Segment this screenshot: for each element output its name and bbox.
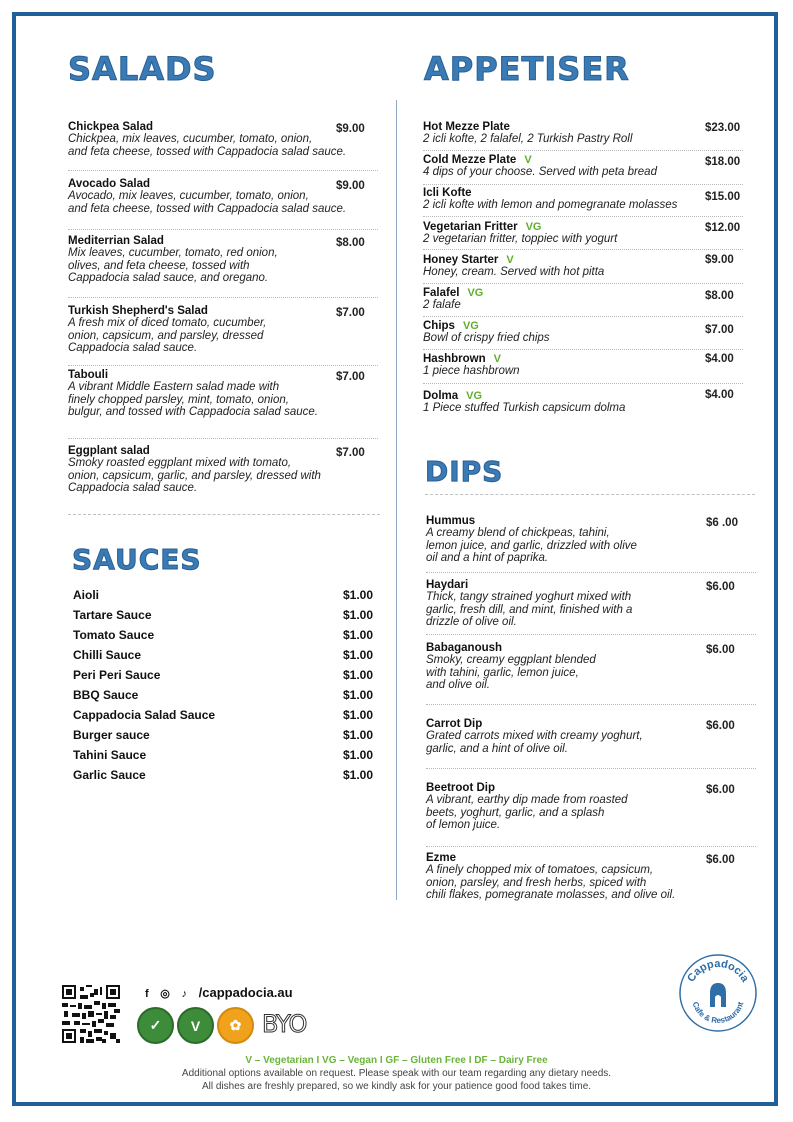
item-name-text: Dolma	[423, 390, 459, 402]
item-description: Smoky, creamy eggplant blended	[426, 654, 596, 666]
item-name-text: Carrot Dip	[426, 718, 483, 730]
separator	[426, 704, 756, 705]
item-name-text: Avocado Salad	[68, 178, 151, 190]
item-description: oil and a hint of paprika.	[426, 552, 549, 564]
item-description: 1 piece hashbrown	[423, 365, 520, 377]
separator	[423, 150, 743, 151]
item-description: 1 Piece stuffed Turkish capsicum dolma	[423, 402, 626, 414]
separator	[423, 383, 743, 384]
item-description: A creamy blend of chickpeas, tahini,	[426, 527, 610, 539]
menu-item	[423, 287, 765, 312]
tiktok-icon[interactable]: ♪	[181, 988, 188, 1000]
sauce-price: $1.00	[342, 648, 373, 662]
item-description: lemon juice, and garlic, drizzled with olive	[426, 539, 637, 552]
item-name-text: Mediterrian Salad	[68, 235, 164, 247]
item-price: $6.00	[706, 784, 735, 796]
item-name-text: Falafel	[423, 287, 460, 299]
item-description: bulgur, and tossed with Cappadocia salad sauce.	[68, 406, 318, 418]
item-price: $9.00	[336, 180, 365, 192]
item-name-text: Icli Kofte	[423, 187, 472, 199]
sauce-row	[73, 588, 373, 602]
item-name-text: Babaganoush	[426, 642, 503, 654]
menu-item	[426, 579, 766, 629]
item-description: Bowl of crispy fried chips	[423, 332, 550, 344]
diet-tag: VG	[466, 390, 483, 402]
menu-item	[426, 782, 766, 832]
qr-code	[62, 985, 120, 1043]
item-description: Honey, cream. Served with hot pitta	[423, 266, 605, 278]
item-price: $15.00	[705, 191, 741, 203]
sauce-name: Burger sauce	[73, 728, 150, 742]
item-price: $7.00	[336, 447, 365, 459]
item-description: A finely chopped mix of tomatoes, capsicum,	[426, 864, 654, 876]
separator	[423, 283, 743, 284]
sauce-price: $1.00	[342, 728, 373, 742]
item-name-text: Vegetarian Fritter	[423, 221, 518, 233]
menu-item	[426, 515, 766, 565]
sauce-name: Tomato Sauce	[73, 628, 155, 642]
item-description: Mix leaves, cucumber, tomato, red onion,	[68, 247, 278, 259]
item-description: Cappadocia salad sauce, and oregano.	[68, 272, 269, 284]
item-description: Chickpea, mix leaves, cucumber, tomato, onion,	[68, 133, 313, 145]
menu-item	[423, 320, 765, 345]
sauce-row	[73, 648, 373, 662]
footer-note-2: All dishes are freshly prepared, so we kindly ask for your patience good food takes time.	[201, 1081, 592, 1092]
item-price: $7.00	[705, 324, 734, 336]
cappadocia-logo	[678, 953, 758, 1033]
menu-item	[68, 305, 396, 355]
item-name-text: Beetroot Dip	[426, 782, 495, 794]
vegetarian-friendly-badge: V	[177, 1007, 214, 1044]
item-description: 2 falafe	[423, 299, 461, 311]
sauce-row	[73, 628, 373, 642]
sauce-name: BBQ Sauce	[73, 688, 139, 702]
item-name-text: Hot Mezze Plate	[423, 121, 510, 133]
item-description: Cappadocia salad sauce.	[68, 482, 198, 494]
menu-item	[423, 154, 765, 179]
separator	[423, 349, 743, 350]
diet-tag: V	[524, 154, 532, 166]
gluten-free-badge: ✿	[217, 1007, 254, 1044]
svg-text:Cappadocia: Cappadocia	[685, 957, 751, 985]
item-price: $12.00	[705, 222, 741, 234]
separator	[426, 572, 756, 573]
sauce-price: $1.00	[342, 688, 373, 702]
item-description: 4 dips of your choose. Served with peta bread	[423, 166, 657, 178]
item-price: $9.00	[705, 254, 734, 266]
menu-item	[426, 642, 766, 692]
facebook-icon[interactable]: f	[145, 988, 149, 1000]
menu-item	[426, 718, 766, 755]
item-description: of lemon juice.	[426, 819, 501, 831]
diet-tag: V	[493, 353, 501, 365]
item-name-text: Honey Starter	[423, 254, 499, 266]
item-description: with tahini, garlic, lemon juice,	[426, 666, 579, 679]
separator	[423, 216, 743, 217]
item-price: $23.00	[705, 122, 741, 134]
diet-tag: VG	[467, 287, 484, 299]
item-description: Smoky roasted eggplant mixed with tomato,	[68, 457, 292, 469]
item-name-text: Cold Mezze Plate	[423, 154, 517, 166]
separator	[68, 438, 378, 439]
sauce-name: Peri Peri Sauce	[73, 668, 161, 682]
sauce-name: Aioli	[73, 588, 99, 602]
sauce-row	[73, 768, 373, 782]
item-description: onion, capsicum, garlic, and parsley, dressed with	[68, 469, 321, 482]
item-description: onion, capsicum, and parsley, dressed	[68, 329, 264, 342]
dietary-legend: V – Vegetarian I VG – Vegan I GF – Gluten Free I DF – Dairy Free	[245, 1055, 548, 1066]
diet-tag: V	[506, 254, 514, 266]
sauce-price: $1.00	[342, 668, 373, 682]
item-description: drizzle of olive oil.	[426, 616, 517, 628]
separator	[68, 297, 378, 298]
appetiser-title: APPETISER	[424, 50, 630, 88]
menu-item	[68, 178, 396, 215]
svg-text:Cafe & Restaurant: Cafe & Restaurant	[690, 1000, 746, 1026]
sauce-price: $1.00	[342, 588, 373, 602]
diet-tag: VG	[462, 320, 479, 332]
item-description: garlic, and a hint of olive oil.	[426, 742, 568, 755]
separator	[425, 494, 755, 495]
item-description: onion, parsley, and fresh herbs, spiced with	[426, 876, 647, 889]
item-description: A vibrant, earthy dip made from roasted	[426, 794, 628, 806]
item-description: Thick, tangy strained yoghurt mixed with	[426, 591, 632, 603]
menu-item	[68, 369, 396, 419]
byo-label: BYO	[262, 1010, 307, 1038]
separator	[423, 184, 743, 185]
item-description: Cappadocia salad sauce.	[68, 342, 198, 354]
item-price: $18.00	[705, 156, 741, 168]
sauce-row	[73, 688, 373, 702]
menu-item	[423, 390, 765, 415]
menu-item	[68, 121, 396, 158]
item-description: 2 icli kofte with lemon and pomegranate molasses	[423, 199, 678, 211]
social-row	[145, 985, 293, 1000]
sauce-row	[73, 728, 373, 742]
item-description: beets, yoghurt, garlic, and a splash	[426, 806, 605, 819]
sauce-price: $1.00	[342, 748, 373, 762]
item-price: $6.00	[706, 581, 735, 593]
item-description: A vibrant Middle Eastern salad made with	[68, 381, 280, 393]
separator	[68, 170, 378, 171]
sauce-name: Chilli Sauce	[73, 648, 142, 662]
dips-title: DIPS	[425, 455, 504, 488]
menu-item	[423, 221, 765, 246]
instagram-icon[interactable]: ◎	[160, 988, 170, 1000]
item-description: 2 vegetarian fritter, toppiec with yogurt	[423, 233, 618, 245]
item-name-text: Hashbrown	[423, 353, 486, 365]
sauce-price: $1.00	[342, 708, 373, 722]
item-description: A fresh mix of diced tomato, cucumber,	[68, 317, 267, 329]
vegan-friendly-badge: ✓	[137, 1007, 174, 1044]
column-divider	[396, 100, 397, 900]
separator	[426, 634, 756, 635]
item-description: 2 icli kofte, 2 falafel, 2 Turkish Pastry Roll	[423, 133, 633, 145]
item-name-text: Ezme	[426, 852, 457, 864]
item-price: $4.00	[705, 389, 734, 401]
menu-item	[423, 254, 765, 279]
separator	[423, 249, 743, 250]
item-price: $6.00	[706, 720, 735, 732]
item-description: finely chopped parsley, mint, tomato, onion,	[68, 393, 289, 406]
sauce-name: Cappadocia Salad Sauce	[73, 708, 216, 722]
separator	[68, 365, 378, 366]
separator	[426, 846, 756, 847]
social-handle[interactable]: /cappadocia.au	[198, 985, 293, 1000]
sauce-row	[73, 608, 373, 622]
item-name-text: Hummus	[426, 515, 476, 527]
item-description: Avocado, mix leaves, cucumber, tomato, onion,	[68, 190, 309, 202]
item-name-text: Chickpea Salad	[68, 121, 154, 133]
separator	[68, 514, 380, 515]
item-description: chili flakes, pomegranate molasses, and olive oil.	[426, 889, 676, 901]
separator	[426, 768, 756, 769]
item-price: $4.00	[705, 353, 734, 365]
sauce-price: $1.00	[342, 608, 373, 622]
menu-item	[423, 187, 765, 212]
menu-item	[68, 235, 396, 285]
item-description: and feta cheese, tossed with Cappadocia salad sauce.	[68, 145, 347, 158]
sauce-name: Tartare Sauce	[73, 608, 152, 622]
sauce-name: Garlic Sauce	[73, 768, 146, 782]
footer-note-1: Additional options available on request. Please speak with our team regarding any dietary needs.	[181, 1068, 612, 1079]
item-description: and olive oil.	[426, 679, 490, 691]
diet-tag: VG	[525, 221, 542, 233]
sauce-row	[73, 708, 373, 722]
item-price: $6 .00	[706, 517, 738, 529]
sauce-row	[73, 668, 373, 682]
separator	[68, 229, 378, 230]
sauce-price: $1.00	[342, 628, 373, 642]
item-description: garlic, fresh dill, and mint, finished with a	[426, 603, 633, 616]
item-price: $6.00	[706, 644, 735, 656]
item-price: $7.00	[336, 307, 365, 319]
item-description: olives, and feta cheese, tossed with	[68, 259, 250, 272]
item-name-text: Haydari	[426, 579, 469, 591]
sauces-title: SAUCES	[72, 543, 202, 576]
item-name-text: Eggplant salad	[68, 445, 150, 457]
item-price: $6.00	[706, 854, 735, 866]
item-name-text: Chips	[423, 320, 455, 332]
salads-title: SALADS	[68, 50, 217, 88]
separator	[423, 316, 743, 317]
menu-item	[426, 852, 766, 902]
item-name-text: Turkish Shepherd's Salad	[68, 305, 208, 317]
item-description: Grated carrots mixed with creamy yoghurt,	[426, 730, 643, 742]
menu-item	[423, 121, 765, 146]
sauce-name: Tahini Sauce	[73, 748, 147, 762]
item-description: and feta cheese, tossed with Cappadocia salad sauce.	[68, 202, 347, 215]
item-price: $8.00	[336, 237, 365, 249]
menu-item	[423, 353, 765, 378]
item-price: $9.00	[336, 123, 365, 135]
item-name-text: Tabouli	[68, 369, 109, 381]
sauce-row	[73, 748, 373, 762]
sauce-price: $1.00	[342, 768, 373, 782]
menu-item	[68, 445, 396, 495]
item-price: $7.00	[336, 371, 365, 383]
item-price: $8.00	[705, 290, 734, 302]
